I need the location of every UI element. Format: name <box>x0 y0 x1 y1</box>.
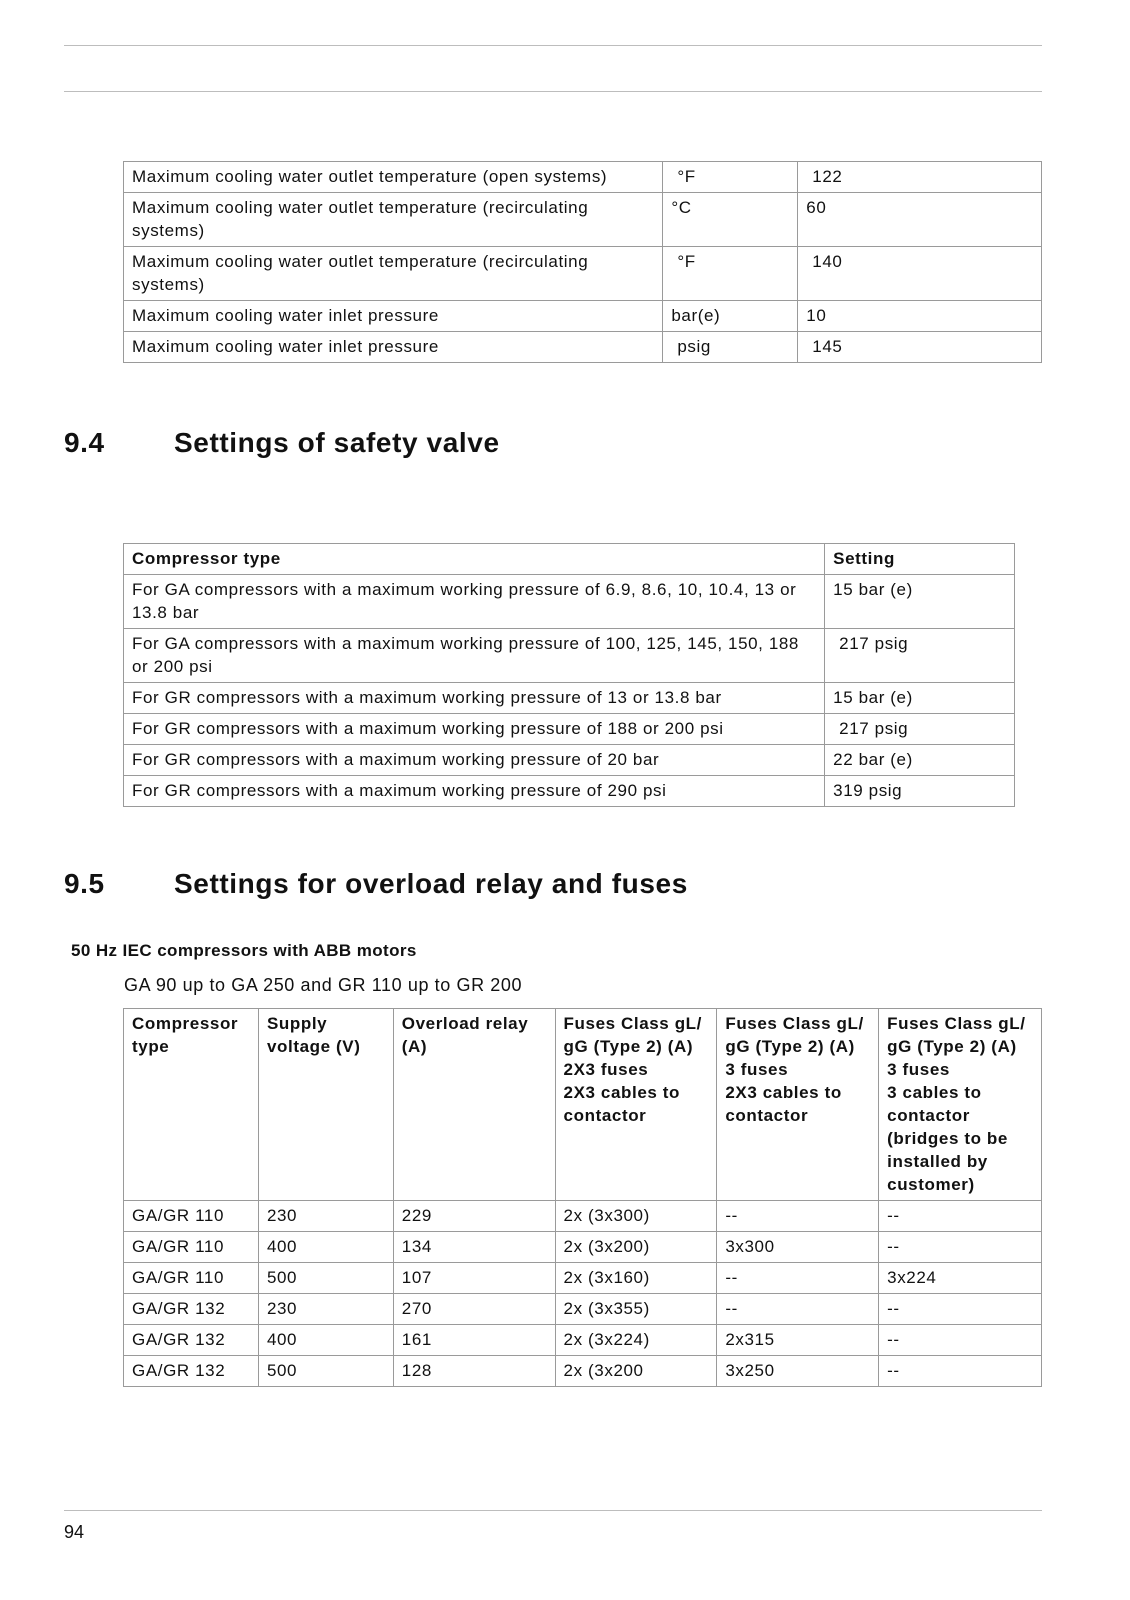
table-row <box>124 629 1015 683</box>
relay-cell: 270 <box>393 1294 555 1325</box>
table-row <box>124 332 1042 363</box>
subheading: 50 Hz IEC compressors with ABB motors <box>71 941 417 960</box>
section-number: 9.4 <box>64 427 105 458</box>
parameter-cell: Maximum cooling water outlet temperature (open systems) <box>124 162 663 193</box>
section-title: Settings of safety valve <box>174 427 500 458</box>
table-row <box>124 575 1015 629</box>
voltage-cell: 500 <box>258 1356 393 1387</box>
table-row <box>124 714 1015 745</box>
setting-cell: 15 bar (e) <box>825 683 1015 714</box>
fuses-2x3-cell: 2x (3x160) <box>555 1263 717 1294</box>
fuses-3-cell: -- <box>717 1294 879 1325</box>
unit-cell: °F <box>663 247 798 301</box>
header-rule-top <box>64 45 1042 46</box>
table-row <box>124 683 1015 714</box>
fuses-3-cell: -- <box>717 1263 879 1294</box>
unit-cell: bar(e) <box>663 301 798 332</box>
relay-cell: 128 <box>393 1356 555 1387</box>
table-row <box>124 1325 1042 1356</box>
section-title: Settings for overload relay and fuses <box>174 868 688 899</box>
voltage-cell: 400 <box>258 1325 393 1356</box>
fuses-3-bridged-cell: 3x224 <box>879 1263 1042 1294</box>
table-header-row <box>124 544 1015 575</box>
setting-cell: 22 bar (e) <box>825 745 1015 776</box>
header-supply-voltage: Supply voltage (V) <box>258 1009 393 1201</box>
footer-rule <box>64 1510 1042 1511</box>
setting-cell: 319 psig <box>825 776 1015 807</box>
compressor-cell: GA/GR 132 <box>124 1356 259 1387</box>
header-compressor-type: Compressor type <box>124 1009 259 1201</box>
table-row <box>124 1356 1042 1387</box>
compressor-type-cell: For GR compressors with a maximum working pressure of 20 bar <box>124 745 825 776</box>
header-fuses-2x3: Fuses Class gL/ gG (Type 2) (A) 2X3 fuses 2X3 cables to contactor <box>555 1009 717 1201</box>
overload-relay-fuses-table <box>123 1008 1042 1387</box>
fuses-3-bridged-cell: -- <box>879 1325 1042 1356</box>
table-row <box>124 745 1015 776</box>
compressor-cell: GA/GR 132 <box>124 1294 259 1325</box>
voltage-cell: 230 <box>258 1201 393 1232</box>
cooling-water-table <box>123 161 1042 363</box>
value-cell: 122 <box>798 162 1042 193</box>
value-cell: 60 <box>798 193 1042 247</box>
header-compressor-type: Compressor type <box>124 544 825 575</box>
table-row <box>124 193 1042 247</box>
fuses-3-bridged-cell: -- <box>879 1232 1042 1263</box>
table-header-row <box>124 1009 1042 1201</box>
fuses-2x3-cell: 2x (3x200 <box>555 1356 717 1387</box>
table-row <box>124 162 1042 193</box>
compressor-cell: GA/GR 110 <box>124 1232 259 1263</box>
section-heading-9-5 <box>64 868 688 900</box>
fuses-3-bridged-cell: -- <box>879 1201 1042 1232</box>
header-fuses-3-3-cables: Fuses Class gL/ gG (Type 2) (A) 3 fuses 3 cables to contactor (bridges to be installed by customer) <box>879 1009 1042 1201</box>
header-overload-relay: Overload relay (A) <box>393 1009 555 1201</box>
parameter-cell: Maximum cooling water outlet temperature (recirculating systems) <box>124 247 663 301</box>
setting-cell: 217 psig <box>825 714 1015 745</box>
page-number: 94 <box>64 1522 85 1542</box>
compressor-type-cell: For GR compressors with a maximum working pressure of 290 psi <box>124 776 825 807</box>
table-row <box>124 301 1042 332</box>
compressor-cell: GA/GR 132 <box>124 1325 259 1356</box>
voltage-cell: 500 <box>258 1263 393 1294</box>
value-cell: 145 <box>798 332 1042 363</box>
parameter-cell: Maximum cooling water outlet temperature (recirculating systems) <box>124 193 663 247</box>
fuses-3-cell: -- <box>717 1201 879 1232</box>
table-row <box>124 1201 1042 1232</box>
fuses-2x3-cell: 2x (3x300) <box>555 1201 717 1232</box>
fuses-2x3-cell: 2x (3x200) <box>555 1232 717 1263</box>
model-range-text: GA 90 up to GA 250 and GR 110 up to GR 200 <box>124 975 523 995</box>
fuses-2x3-cell: 2x (3x355) <box>555 1294 717 1325</box>
relay-cell: 161 <box>393 1325 555 1356</box>
table-row <box>124 1263 1042 1294</box>
compressor-cell: GA/GR 110 <box>124 1263 259 1294</box>
fuses-3-bridged-cell: -- <box>879 1356 1042 1387</box>
setting-cell: 217 psig <box>825 629 1015 683</box>
safety-valve-table <box>123 543 1015 807</box>
fuses-3-cell: 3x300 <box>717 1232 879 1263</box>
fuses-3-cell: 3x250 <box>717 1356 879 1387</box>
table-row <box>124 247 1042 301</box>
fuses-2x3-cell: 2x (3x224) <box>555 1325 717 1356</box>
relay-cell: 107 <box>393 1263 555 1294</box>
compressor-type-cell: For GR compressors with a maximum working pressure of 13 or 13.8 bar <box>124 683 825 714</box>
table-row <box>124 1294 1042 1325</box>
unit-cell: psig <box>663 332 798 363</box>
section-number: 9.5 <box>64 868 105 899</box>
header-setting: Setting <box>825 544 1015 575</box>
voltage-cell: 230 <box>258 1294 393 1325</box>
setting-cell: 15 bar (e) <box>825 575 1015 629</box>
table-row <box>124 1232 1042 1263</box>
compressor-type-cell: For GR compressors with a maximum working pressure of 188 or 200 psi <box>124 714 825 745</box>
header-rule-bottom <box>64 91 1042 92</box>
parameter-cell: Maximum cooling water inlet pressure <box>124 332 663 363</box>
fuses-3-cell: 2x315 <box>717 1325 879 1356</box>
value-cell: 10 <box>798 301 1042 332</box>
compressor-type-cell: For GA compressors with a maximum working pressure of 100, 125, 145, 150, 188 or 200 psi <box>124 629 825 683</box>
relay-cell: 229 <box>393 1201 555 1232</box>
fuses-3-bridged-cell: -- <box>879 1294 1042 1325</box>
parameter-cell: Maximum cooling water inlet pressure <box>124 301 663 332</box>
unit-cell: °F <box>663 162 798 193</box>
relay-cell: 134 <box>393 1232 555 1263</box>
compressor-type-cell: For GA compressors with a maximum working pressure of 6.9, 8.6, 10, 10.4, 13 or 13.8 bar <box>124 575 825 629</box>
value-cell: 140 <box>798 247 1042 301</box>
unit-cell: °C <box>663 193 798 247</box>
table-row <box>124 776 1015 807</box>
voltage-cell: 400 <box>258 1232 393 1263</box>
header-fuses-3-2x3-cables: Fuses Class gL/ gG (Type 2) (A) 3 fuses 2X3 cables to contactor <box>717 1009 879 1201</box>
section-heading-9-4 <box>64 427 500 459</box>
compressor-cell: GA/GR 110 <box>124 1201 259 1232</box>
